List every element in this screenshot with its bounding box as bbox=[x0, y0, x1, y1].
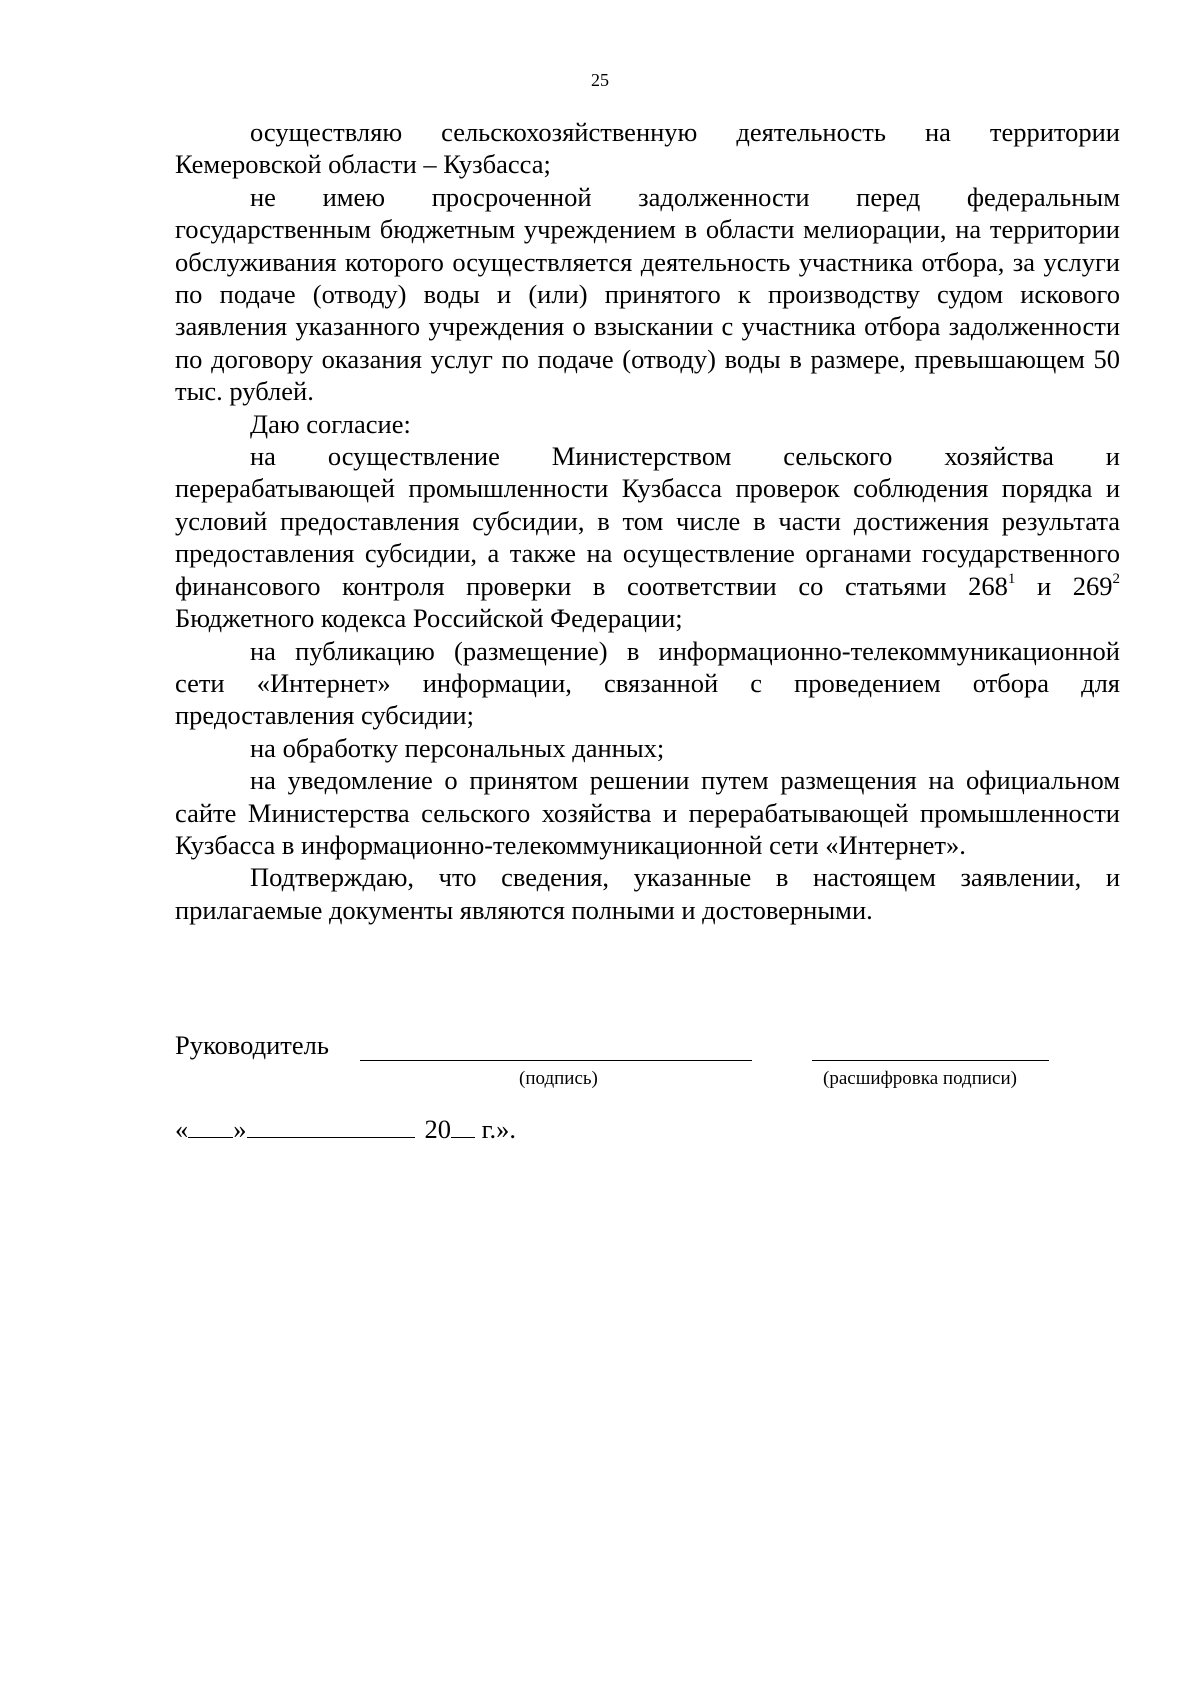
paragraph-agri-activity: осуществляю сельскохозяйственную деятельность на территории Кемеровской области – Кузбасса; bbox=[175, 117, 1120, 180]
paragraph-confirmation: Подтверждаю, что сведения, указанные в настоящем заявлении, и прилагаемые документы являются полными и достоверными. bbox=[175, 862, 1120, 925]
superscript-2: 2 bbox=[1112, 570, 1120, 587]
date-block bbox=[175, 1114, 516, 1145]
date-suffix: г.». bbox=[475, 1114, 517, 1144]
consent-text-before: на осуществление Министерством сельского хозяйства и перерабатывающей промышленности Кузбасса проверок соблюдения порядка и условий предоставления субсидии, в том числе в части достижения результата предоставления субсидии, а также на осуществление органами государственного финансового контроля проверки в соответствии со статьями 268 bbox=[175, 441, 1120, 601]
paragraph-consent-heading: Даю согласие: bbox=[250, 408, 411, 439]
date-day-blank[interactable] bbox=[188, 1115, 233, 1138]
signature-line[interactable] bbox=[360, 1060, 752, 1061]
superscript-1: 1 bbox=[1007, 570, 1016, 587]
paragraph-consent-notification: на уведомление о принятом решении путем размещения на официальном сайте Министерства сельского хозяйства и перерабатывающей промышленности Кузбасса в информационно-телекоммуникационной сети «Интернет». bbox=[175, 765, 1120, 860]
signature-name-caption: (расшифровка подписи) bbox=[823, 1068, 1017, 1089]
signature-block bbox=[175, 1030, 1075, 1090]
consent-text-mid: и 269 bbox=[1015, 570, 1113, 601]
signature-name-line[interactable] bbox=[812, 1060, 1049, 1061]
paragraph-consent-personal-data: на обработку персональных данных; bbox=[250, 732, 665, 763]
signature-caption: (подпись) bbox=[519, 1068, 598, 1089]
paragraph-consent-inspection bbox=[175, 440, 1120, 634]
paragraph-consent-publication: на публикацию (размещение) в информационно-телекоммуникационной сети «Интернет» информации, связанной с проведением отбора для предоставления субсидии; bbox=[175, 635, 1120, 731]
date-year-prefix: 20 bbox=[424, 1114, 451, 1144]
date-year-blank[interactable] bbox=[451, 1115, 475, 1138]
date-month-blank[interactable] bbox=[247, 1115, 415, 1138]
date-open-quote: « bbox=[175, 1114, 189, 1144]
document-body bbox=[175, 116, 1120, 926]
paragraph-no-debt: не имею просроченной задолженности перед федеральным государственным бюджетным учреждением в области мелиорации, на территории обслуживания которого осуществляется деятельность участника отбора, за услуги по подаче (отводу) воды и (или) принятого к производству судом искового заявления указанного учреждения о взыскании с участника отбора задолженности по договору оказания услуг по подаче (отводу) воды в размере, превышающем 50 тыс. рублей. bbox=[175, 181, 1120, 407]
signature-label: Руководитель bbox=[175, 1030, 329, 1060]
page-number: 25 bbox=[591, 70, 609, 90]
consent-text-after: Бюджетного кодекса Российской Федерации; bbox=[175, 603, 683, 634]
date-close-quote: » bbox=[233, 1114, 247, 1144]
